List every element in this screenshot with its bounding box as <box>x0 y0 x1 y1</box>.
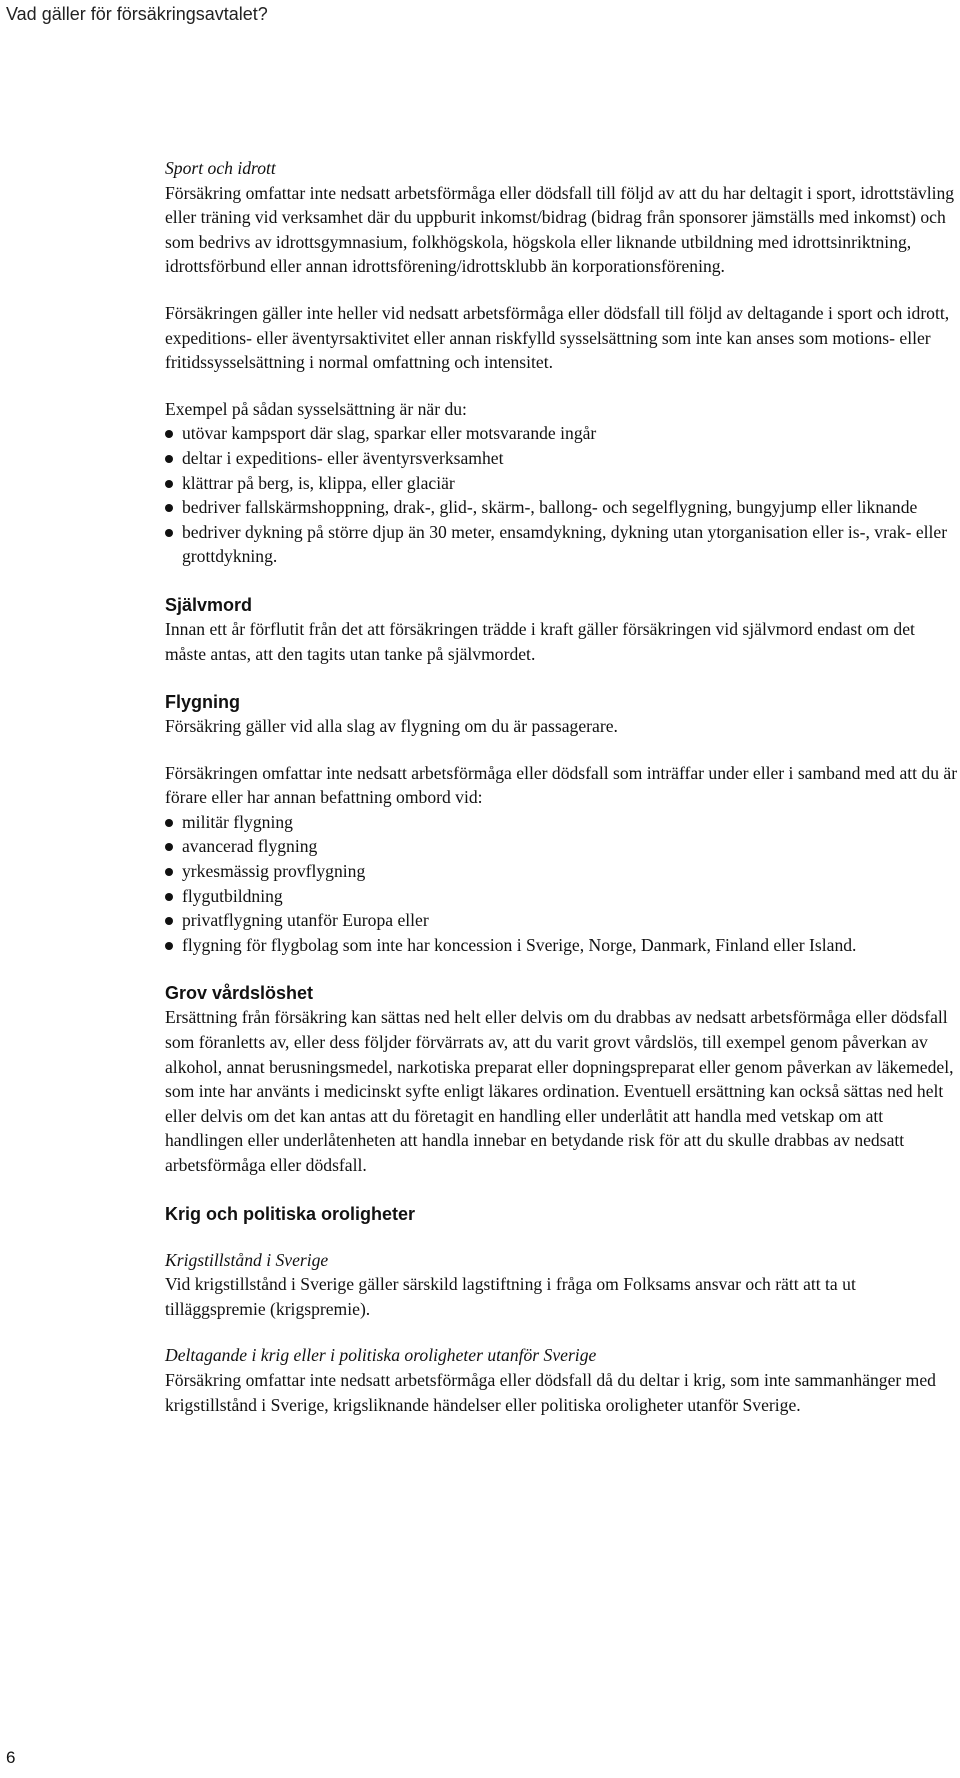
section-heading-flight: Flygning <box>165 692 240 713</box>
page-header: Vad gäller för försäkringsavtalet? <box>6 4 268 24</box>
sport-subheading: Sport och idrott <box>165 158 276 178</box>
page-number: 6 <box>6 1748 16 1767</box>
list-item: yrkesmässig provflygning <box>165 859 960 884</box>
list-item: bedriver dykning på större djup än 30 meter, ensamdykning, dykning utan ytorganisation eller is-, vrak- eller grottdykning. <box>165 520 960 569</box>
list-item: bedriver fallskärmshoppning, drak-, glid-, skärm-, ballong- och segelflygning, bungyjump eller liknande <box>165 495 960 520</box>
flight-text-1: Försäkring gäller vid alla slag av flygning om du är passagerare. <box>165 716 618 737</box>
section-heading-war: Krig och politiska oroligheter <box>165 1203 416 1224</box>
war-subheading-2: Deltagande i krig eller i politiska oroligheter utanför Sverige <box>165 1345 597 1366</box>
list-item: militär flygning <box>165 810 960 835</box>
suicide-text: Innan ett år förflutit från det att försäkringen trädde i kraft gäller försäkringen vid självmord endast om det måste antas, att den tagits utan tanke på självmordet. <box>165 618 915 664</box>
negligence-text: Ersättning från försäkring kan sättas ned helt eller delvis om du drabbas av nedsatt arbetsförmåga eller dödsfall som föranletts av, eller dess följder förvärrats av, att du varit grovt vårdslös, till exempel genom påverkan av alkohol, annat berusningsmedel, narkotiska preparat eller dopningspreparat eller genom påverkan av läkemedel, som inte har använts i medicinskt syfte enligt läkares ordination. Eventuell ersättning kan också sättas ned helt eller delvis om det kan antas att du företagit en handling eller underlåtit att handla med vetskap om att handlingen eller underlåtenheten att handla innebar en betydande risk för att du skulle drabbas av nedsatt arbetsförmåga eller dödsfall. <box>165 1007 954 1175</box>
list-item: deltar i expeditions- eller äventyrsverksamhet <box>165 446 960 471</box>
war-text-1: Vid krigstillstånd i Sverige gäller särskild lagstiftning i fråga om Folksams ansvar och rätt att ta ut tilläggspremie (krigspremie). <box>165 1274 856 1319</box>
sport-paragraph-2: Försäkringen gäller inte heller vid nedsatt arbetsförmåga eller dödsfall till följd av deltagande i sport och idrott, expeditions- eller äventyrsaktivitet eller annan riskfylld sysselsättning som inte kan anses som motions- eller fritidssysselsättning i normal omfattning och intensitet. <box>165 302 950 373</box>
section-heading-suicide: Självmord <box>165 594 253 615</box>
list-item: privatflygning utanför Europa eller <box>165 908 960 933</box>
flight-text-2: Försäkringen omfattar inte nedsatt arbetsförmåga eller dödsfall som inträffar under eller i samband med att du är förare eller har annan befattning ombord vid: <box>165 762 958 808</box>
list-item: utövar kampsport där slag, sparkar eller motsvarande ingår <box>165 421 960 446</box>
section-heading-negligence: Grov vårdslöshet <box>165 983 314 1004</box>
war-subheading-1: Krigstillstånd i Sverige <box>165 1249 329 1270</box>
war-text-2: Försäkring omfattar inte nedsatt arbetsförmåga eller dödsfall då du deltar i krig, som inte sammanhänger med krigstillstånd i Sverige, krigsliknande händelser eller politiska oroligheter utanför Sverige. <box>165 1369 936 1415</box>
examples-intro: Exempel på sådan sysselsättning är när du: <box>165 398 467 419</box>
document-body <box>165 156 960 1417</box>
list-item: avancerad flygning <box>165 834 960 859</box>
list-item: flygutbildning <box>165 884 960 909</box>
flight-list <box>165 810 960 958</box>
sport-paragraph-1: Försäkring omfattar inte nedsatt arbetsförmåga eller dödsfall till följd av att du har deltagit i sport, idrottstävling eller träning vid verksamhet där du uppburit inkomst/bidrag (bidrag från sponsorer jämställs med inkomst) och som bedrivs av idrottsgymnasium, folkhögskola, högskola eller liknande utbildning med idrottsinriktning, idrottsförbund eller annan idrottsförening/idrottsklubb än korporationsförening. <box>165 182 955 277</box>
list-item: flygning för flygbolag som inte har koncession i Sverige, Norge, Danmark, Finland eller Island. <box>165 933 960 958</box>
examples-list <box>165 421 960 569</box>
list-item: klättrar på berg, is, klippa, eller glaciär <box>165 471 960 496</box>
